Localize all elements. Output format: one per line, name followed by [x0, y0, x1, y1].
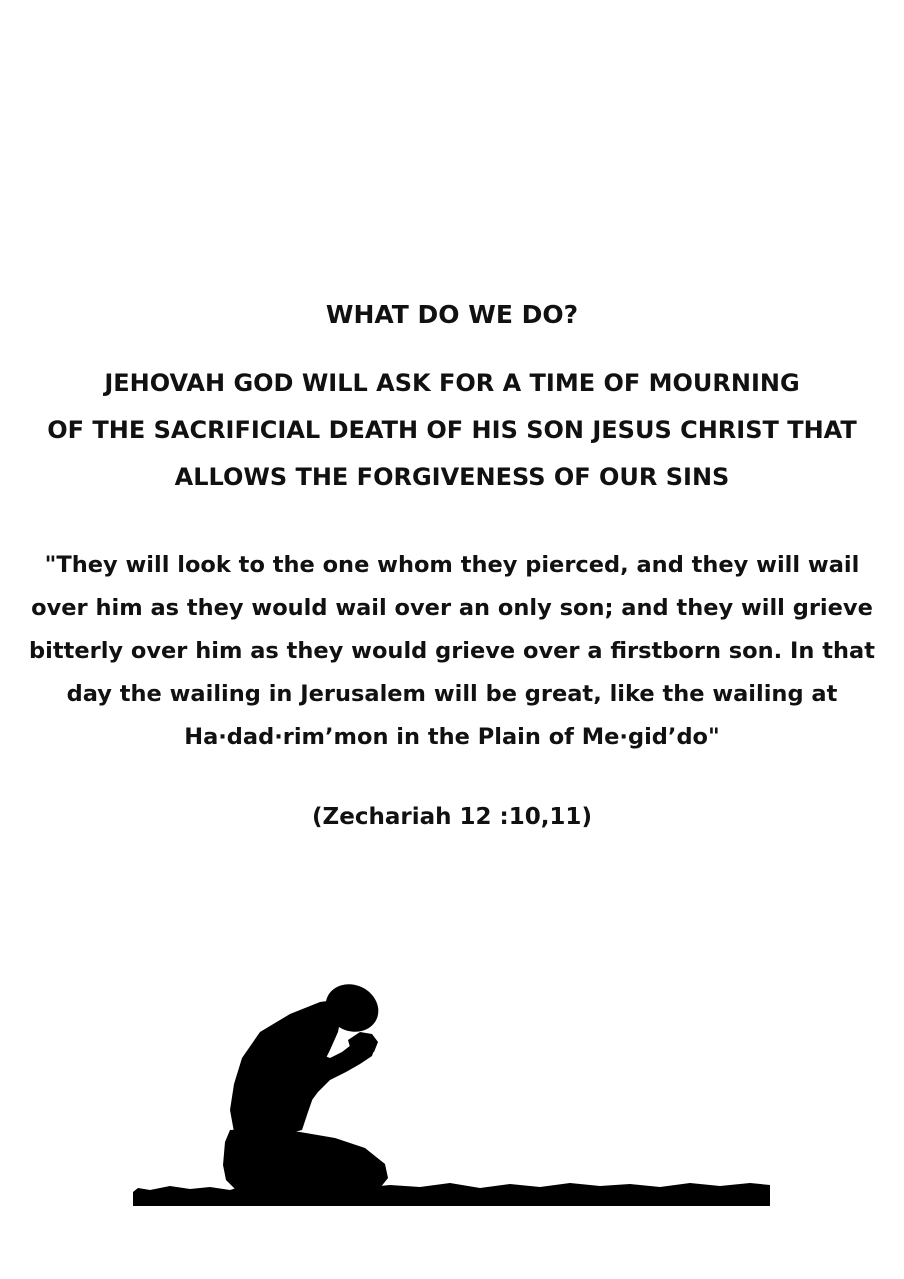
- quote-line: Ha·dad·rim’mon in the Plain of Me·gid’do": [184, 724, 720, 750]
- quote-line: over him as they would wail over an only son; and they will grieve: [31, 595, 873, 621]
- quote-line: bitterly over him as they would grieve over a firstborn son. In that: [29, 638, 875, 664]
- clasped-hands: [348, 1032, 378, 1058]
- kneeling-praying-man-silhouette: [130, 980, 775, 1210]
- ground: [133, 1183, 770, 1206]
- scripture-reference: (Zechariah 12 :10,11): [312, 804, 592, 830]
- scripture-quote: [20, 544, 884, 759]
- subtitle-line: OF THE SACRIFICIAL DEATH OF HIS SON JESUS CHRIST THAT: [47, 416, 857, 444]
- legs: [223, 1128, 388, 1190]
- subtitle-line: ALLOWS THE FORGIVENESS OF OUR SINS: [174, 463, 730, 491]
- page-title: WHAT DO WE DO?: [325, 300, 579, 329]
- quote-line: "They will look to the one whom they pierced, and they will wail: [44, 552, 860, 578]
- subtitle: [20, 360, 884, 501]
- subtitle-line: JEHOVAH GOD WILL ASK FOR A TIME OF MOURNING: [104, 369, 800, 397]
- quote-line: day the wailing in Jerusalem will be great, like the wailing at: [66, 681, 838, 707]
